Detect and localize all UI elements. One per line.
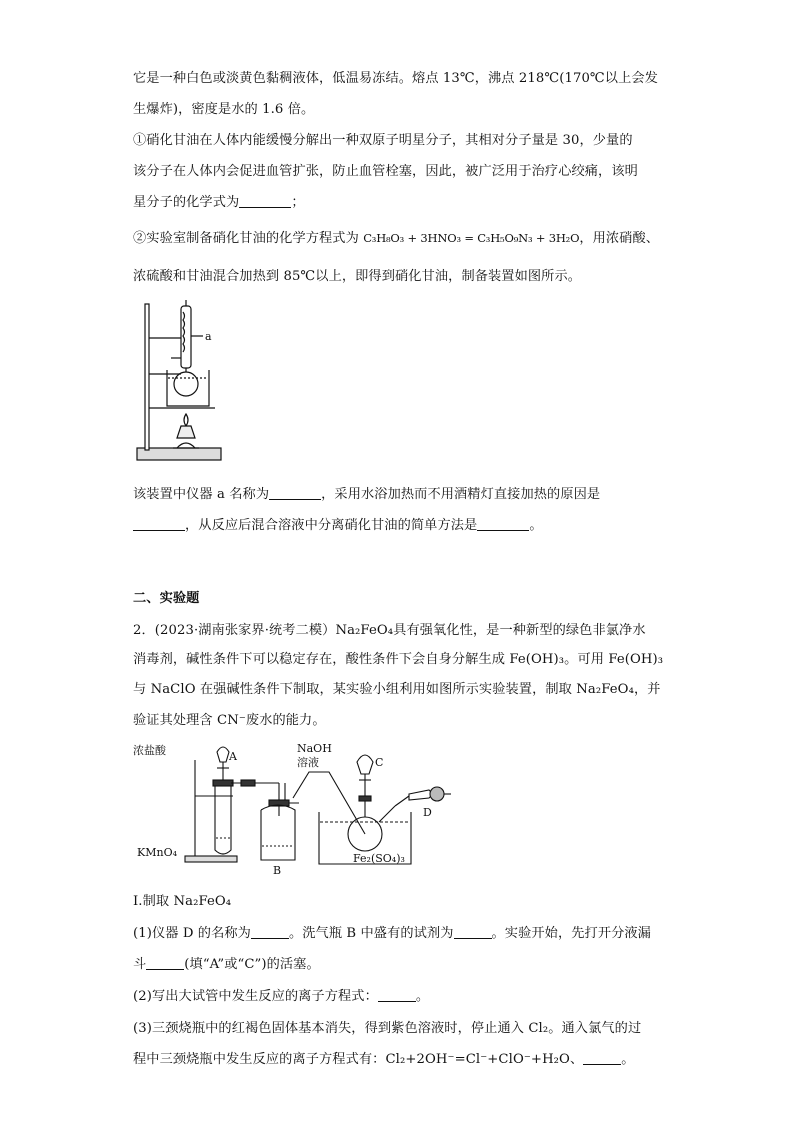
q1-part2-line2: 浓硫酸和甘油混合加热到 85℃以上，即得到硝化甘油，制备装置如图所示。 bbox=[133, 269, 582, 284]
q1-part1-line2: 该分子在人体内会促进血管扩张，防止血管栓塞，因此，被广泛用于治疗心绞痛，该明 bbox=[133, 164, 638, 179]
answer-blank[interactable] bbox=[251, 926, 289, 939]
q1-question-text2: ，采用水浴加热而不用酒精灯直接加热的原因是 bbox=[321, 487, 601, 502]
q1-part2-line1 bbox=[133, 227, 659, 246]
q1-part1-line3 bbox=[133, 191, 305, 210]
q1-part1-line1: ①硝化甘油在人体内能缓慢分解出一种双原子明星分子，其相对分子量是 30，少量的 bbox=[133, 133, 633, 148]
answer-blank[interactable] bbox=[133, 518, 185, 531]
q2-part1-text2: 。洗气瓶 B 中盛有的试剂为 bbox=[288, 926, 454, 941]
q2-part3-line2 bbox=[133, 1048, 635, 1067]
q2-part1-line1 bbox=[133, 922, 651, 941]
q2-line2: 消毒剂，碱性条件下可以稳定存在，酸性条件下会自身分解生成 Fe(OH)₃。可用 Fe(OH)₃ bbox=[133, 652, 664, 667]
label-a: a bbox=[205, 330, 212, 343]
answer-blank[interactable] bbox=[583, 1052, 621, 1065]
q1-line2: 生爆炸)，密度是水的 1.6 倍。 bbox=[133, 102, 315, 117]
label-C: C bbox=[375, 756, 384, 769]
answer-blank[interactable] bbox=[239, 195, 291, 208]
answer-blank[interactable] bbox=[146, 957, 184, 970]
q2-line3: 与 NaClO 在强碱性条件下制取，某实验小组利用如图所示实验装置，制取 Na₂FeO₄，并 bbox=[133, 682, 661, 697]
answer-blank[interactable] bbox=[454, 926, 492, 939]
label-B: B bbox=[273, 864, 282, 877]
q1-part2-text: ②实验室制备硝化甘油的化学方程式为 bbox=[133, 231, 364, 246]
q1-question-line2 bbox=[133, 514, 543, 533]
q2-part3-end: 。 bbox=[621, 1052, 635, 1067]
equation: C₃H₈O₃ + 3HNO₃ = C₃H₅O₉N₃ + 3H₂O bbox=[363, 231, 580, 245]
label-A: A bbox=[229, 750, 237, 763]
q2-part2-end: 。 bbox=[415, 989, 430, 1004]
q1-part2-text-end: ，用浓硝酸、 bbox=[579, 231, 660, 246]
answer-blank[interactable] bbox=[477, 518, 529, 531]
q2-part1-line2 bbox=[133, 953, 320, 972]
q2-part1-text4: 斗 bbox=[133, 957, 147, 972]
label-naoh: NaOH bbox=[297, 742, 332, 755]
q1-part1-line3-text: 星分子的化学式为 bbox=[133, 195, 240, 210]
q2-part3-text: 程中三颈烧瓶中发生反应的离子方程式有：Cl₂+2OH⁻=Cl⁻+ClO⁻+H₂O、 bbox=[133, 1052, 584, 1067]
label-D: D bbox=[423, 806, 432, 819]
reflux-apparatus-figure bbox=[133, 298, 225, 466]
q2-part1-text3: 。实验开始，先打开分液漏 bbox=[491, 926, 651, 941]
label-solution: 溶液 bbox=[297, 756, 319, 769]
label-hcl: 浓盐酸 bbox=[133, 744, 166, 757]
q2-part2-text: (2)写出大试管中发生反应的离子方程式： bbox=[133, 989, 378, 1004]
q2-part1-text5: (填“A”或“C”)的活塞。 bbox=[184, 957, 320, 972]
q2-subtitle: Ⅰ.制取 Na₂FeO₄ bbox=[133, 894, 232, 909]
answer-blank[interactable] bbox=[269, 487, 321, 500]
q2-line4: 验证其处理含 CN⁻废水的能力。 bbox=[133, 713, 326, 728]
label-kmno4: KMnO₄ bbox=[137, 846, 177, 859]
q2-part1-text: (1)仪器 D 的名称为 bbox=[133, 926, 251, 941]
q1-question-line1 bbox=[133, 483, 600, 502]
section-title: 二、实验题 bbox=[133, 591, 200, 606]
q1-question-text3: ，从反应后混合溶液中分离硝化甘油的简单方法是 bbox=[185, 518, 478, 533]
apparatus-figure bbox=[133, 738, 453, 878]
q1-line1: 它是一种白色或淡黄色黏稠液体，低温易冻结。熔点 13℃，沸点 218℃(170℃以上会发 bbox=[133, 71, 658, 86]
q1-question-end: 。 bbox=[529, 518, 543, 533]
q2-part3-line1: (3)三颈烧瓶中的红褐色固体基本消失，得到紫色溶液时，停止通入 Cl₂。通入氯气的过 bbox=[133, 1021, 642, 1036]
label-fe2so43: Fe₂(SO₄)₃ bbox=[353, 852, 405, 865]
answer-blank[interactable] bbox=[378, 989, 416, 1002]
q1-question-text: 该装置中仪器 a 名称为 bbox=[133, 487, 270, 502]
q2-line1: 2．(2023·湖南张家界·统考二模）Na₂FeO₄具有强氧化性，是一种新型的绿色非氯净水 bbox=[133, 623, 646, 638]
q2-part2 bbox=[133, 985, 429, 1004]
q1-part1-line3-end: ； bbox=[291, 195, 305, 210]
